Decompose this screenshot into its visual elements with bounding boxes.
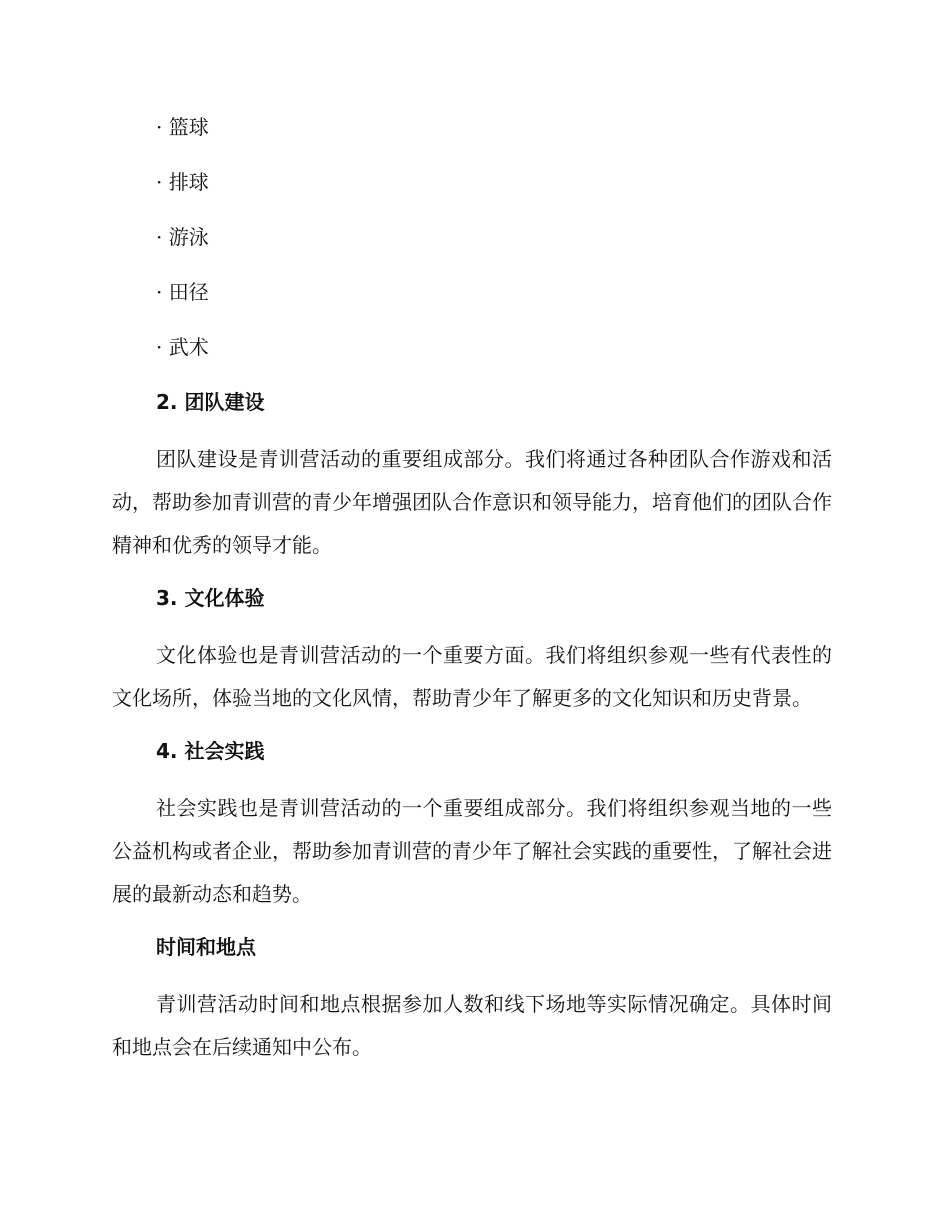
section-body-cultural-experience: 文化体验也是青训营活动的一个重要方面。我们将组织参观一些有代表性的文化场所，体验当地的文化风情，帮助青少年了解更多的文化知识和历史背景。	[112, 643, 832, 710]
section-body-team-building: 团队建设是青训营活动的重要组成部分。我们将通过各种团队合作游戏和活动，帮助参加青训营的青少年增强团队合作意识和领导能力，培育他们的团队合作精神和优秀的领导才能。	[112, 447, 832, 557]
section-heading-team-building: 2. 团队建设	[156, 390, 265, 414]
section-body-social-practice: 社会实践也是青训营活动的一个重要组成部分。我们将组织参观当地的一些公益机构或者企业，帮助参加青训营的青少年了解社会实践的重要性，了解社会进展的最新动态和趋势。	[112, 796, 832, 906]
section-body-time-and-place: 青训营活动时间和地点根据参加人数和线下场地等实际情况确定。具体时间和地点会在后续通知中公布。	[112, 992, 832, 1059]
section-heading-social-practice: 4. 社会实践	[156, 739, 265, 763]
list-item-track-and-field: · 田径	[156, 280, 209, 304]
section-heading-time-and-place: 时间和地点	[156, 935, 256, 959]
list-item-martial-arts: · 武术	[156, 335, 209, 359]
section-heading-cultural-experience: 3. 文化体验	[156, 586, 265, 610]
list-item-volleyball: · 排球	[156, 170, 209, 194]
list-item-swimming: · 游泳	[156, 225, 209, 249]
document-content	[112, 108, 832, 1081]
list-item-basketball: · 篮球	[156, 115, 209, 139]
